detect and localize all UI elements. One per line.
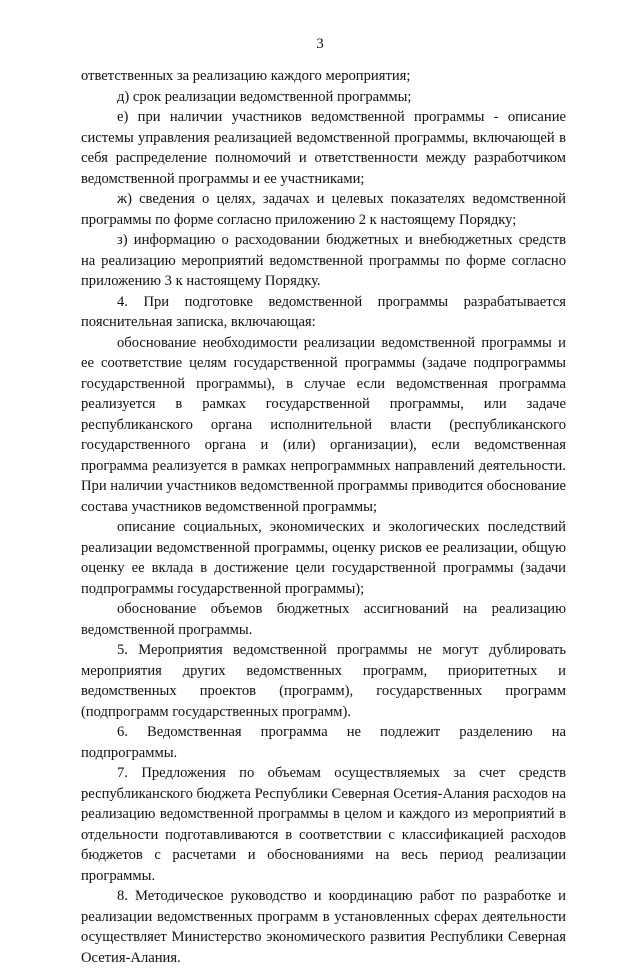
paragraph: ж) сведения о целях, задачах и целевых показателях ведомственной программы по форме согласно приложению 2 к настоящему Порядку; [81, 191, 566, 228]
paragraph: описание социальных, экономических и экологических последствий реализации ведомственной программы, оценку рисков ее реализации, общую оценку ее вклада в достижение цели государственной программы (задачи подпрограммы государственной программы); [81, 519, 566, 597]
paragraph: обоснование объемов бюджетных ассигнований на реализацию ведомственной программы. [81, 601, 566, 638]
page-number: 3 [316, 36, 324, 52]
paragraph: з) информацию о расходовании бюджетных и внебюджетных средств на реализацию мероприятий ведомственной программы по форме согласно приложению 3 к настоящему Порядку. [81, 232, 566, 289]
paragraph: д) срок реализации ведомственной программы; [117, 88, 412, 105]
paragraph: 4. При подготовке ведомственной программы разрабатывается пояснительная записка, включающая: [81, 293, 566, 330]
paragraph: обоснование необходимости реализации ведомственной программы и ее соответствие целям государственной программы (задаче подпрограммы государственной программы), в случае если ведомственная программа реализуется в рамках государственной программы, или задаче республиканского органа исполнительной власти (республиканского государственного органа и (или) организации), если ведомственная программа реализуется в рамках непрограммных направлений деятельности. При наличии участников ведомственной программы приводится обоснование состава участников ведомственной программы; [81, 334, 567, 515]
paragraph: 7. Предложения по объемам осуществляемых за счет средств республиканского бюджета Республики Северная Осетия-Алания расходов на реализацию ведомственной программы в целом и каждого из мероприятий в отдельности подготавливаются в соответствии с классификацией расходов бюджетов с расчетами и обоснованиями на весь период реализации программы. [81, 765, 567, 884]
paragraph: 5. Мероприятия ведомственной программы не могут дублировать мероприятия других ведомственных программ, приоритетных и ведомственных проектов (программ), государственных программ (подпрограмм государственных программ). [81, 642, 566, 720]
paragraph: ответственных за реализацию каждого мероприятия; [81, 68, 411, 84]
paragraph: е) при наличии участников ведомственной программы - описание системы управления реализацией ведомственной программы, включающей в себя распределение полномочий и ответственности между разработчиком ведомственной программы и ее участниками; [81, 109, 566, 187]
paragraph: 6. Ведомственная программа не подлежит разделению на подпрограммы. [81, 724, 566, 761]
paragraph: 8. Методическое руководство и координацию работ по разработке и реализации ведомственных программ в установленных сферах деятельности осуществляет Министерство экономического развития Республики Северная Осетия-Алания. [81, 888, 566, 966]
document-body [81, 66, 566, 968]
